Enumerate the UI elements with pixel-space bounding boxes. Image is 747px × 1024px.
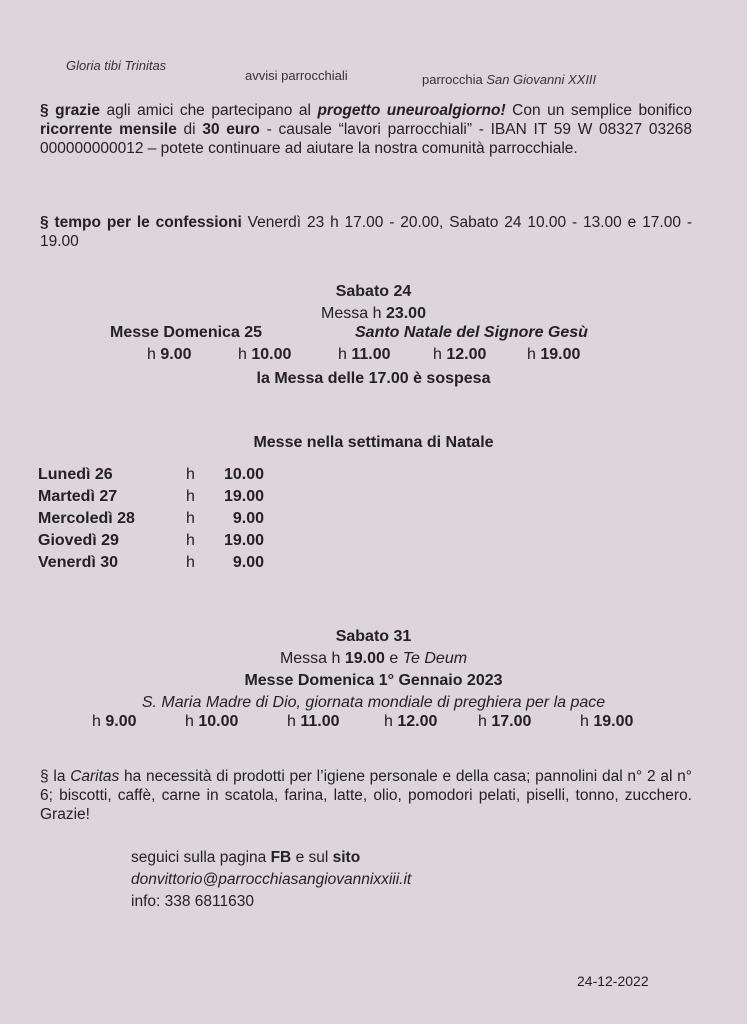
christmas-eve-mass-time: 23.00 [385, 305, 426, 322]
christmas-eve-mass-label: Messa h [321, 305, 386, 322]
contact-fb: FB [270, 849, 292, 866]
christmas-time-2-value: 10.00 [251, 346, 292, 363]
newyear-time-3 [287, 713, 340, 731]
header-parish-prefix: parrocchia [422, 72, 487, 87]
newyear-mass [0, 648, 747, 670]
header-parish [422, 72, 596, 87]
week-h: h [186, 554, 195, 571]
week-h: h [186, 488, 195, 505]
newyear-time-1 [92, 713, 137, 731]
newyear-feast: S. Maria Madre di Dio, giornata mondiale di preghiera per la pace [141, 694, 606, 711]
newyear-time-2-h: h [185, 713, 194, 730]
notice-confessions-lead: § tempo per le confessioni [40, 214, 242, 231]
christmas-eve-mass [0, 303, 747, 325]
christmas-time-4 [433, 346, 486, 364]
notice-donation-recurrent: ricorrente mensile [40, 121, 177, 138]
newyear-time-5-h: h [478, 713, 487, 730]
christmas-time-3-value: 11.00 [351, 346, 391, 363]
contact-email: donvittorio@parrocchiasangiovannixxiii.it [131, 871, 412, 888]
notice-donation-text4: - causale “lavori parrocchiali” - IBAN IT 59 W 08327 03268 000000000012 – potete continuare ad aiutare la nostra comunità parrocchiale. [40, 121, 692, 157]
week-h: h [186, 510, 195, 527]
notice-donation-amount: 30 euro [202, 121, 260, 138]
notice-donation [40, 101, 692, 158]
newyear-time-4-h: h [384, 713, 393, 730]
notice-donation-lead: § grazie [40, 102, 100, 119]
week-day: Giovedì 29 [38, 532, 119, 549]
christmas-sunday-label: Messe Domenica 25 [110, 324, 263, 341]
week-time: 10.00 [223, 466, 264, 483]
contact-site: sito [332, 849, 361, 866]
newyear-mass-time: 19.00 [344, 650, 385, 667]
christmas-sunday-title: Santo Natale del Signore Gesù [355, 324, 588, 341]
project-name: progetto uneuroalgiorno! [317, 102, 506, 119]
newyear-time-4-value: 12.00 [397, 713, 438, 730]
newyear-time-1-value: 9.00 [105, 713, 137, 730]
week-day: Mercoledì 28 [38, 510, 135, 527]
week-day: Venerdì 30 [38, 554, 119, 571]
christmas-time-1-value: 9.00 [160, 346, 192, 363]
christmas-note: la Messa delle 17.00 è sospesa [256, 370, 491, 387]
newyear-time-4 [384, 713, 437, 731]
week-h: h [186, 466, 195, 483]
notice-caritas [40, 767, 692, 824]
header-title: avvisi parrocchiali [245, 68, 348, 83]
contact-block [131, 847, 411, 913]
week-h: h [186, 532, 195, 549]
christmas-time-2-h: h [238, 346, 247, 363]
week-time: 19.00 [223, 532, 264, 549]
notice-donation-text3: di [176, 121, 203, 138]
christmas-time-3 [338, 346, 391, 364]
notice-caritas-text: ha necessità di prodotti per l’igiene personale e della casa; pannolini dal n° 2 al n° 6; biscotti, caffè, carne in scatola, farina, latte, olio, pomodori pelati, piselli, tonno, zucchero. Grazie! [40, 768, 692, 823]
christmas-time-2 [238, 346, 291, 364]
christmas-time-4-h: h [433, 346, 442, 363]
christmas-time-1-h: h [147, 346, 156, 363]
newyear-time-6-value: 19.00 [593, 713, 634, 730]
christmas-time-1 [147, 346, 192, 364]
newyear-time-3-h: h [287, 713, 296, 730]
christmas-saturday: Sabato 24 [335, 283, 412, 300]
contact-and: e sul [291, 849, 333, 866]
header-parish-name: San Giovanni XXIII [486, 72, 597, 87]
issue-date: 24-12-2022 [577, 973, 649, 989]
week-title: Messe nella settimana di Natale [253, 434, 494, 451]
week-time: 9.00 [232, 554, 264, 571]
christmas-time-4-value: 12.00 [446, 346, 487, 363]
newyear-time-3-value: 11.00 [300, 713, 340, 730]
week-time: 19.00 [223, 488, 264, 505]
newyear-time-6-h: h [580, 713, 589, 730]
newyear-saturday: Sabato 31 [335, 628, 412, 645]
newyear-time-2-value: 10.00 [198, 713, 239, 730]
newyear-mass-and: e [384, 650, 403, 667]
header-motto: Gloria tibi Trinitas [66, 58, 167, 73]
christmas-time-5-h: h [527, 346, 536, 363]
newyear-sunday: Messe Domenica 1° Gennaio 2023 [244, 672, 503, 689]
christmas-time-5-value: 19.00 [540, 346, 581, 363]
christmas-time-3-h: h [338, 346, 347, 363]
week-time: 9.00 [232, 510, 264, 527]
notice-caritas-name: Caritas [70, 768, 120, 785]
notice-donation-text1: agli amici che partecipano al [99, 102, 318, 119]
notice-confessions-text: Venerdì 23 h 17.00 - 20.00, Sabato 24 10.00 - 13.00 e 17.00 - 19.00 [40, 214, 692, 250]
newyear-time-1-h: h [92, 713, 101, 730]
newyear-time-5-value: 17.00 [491, 713, 532, 730]
newyear-time-5 [478, 713, 531, 731]
week-day: Lunedì 26 [38, 466, 113, 483]
week-day: Martedì 27 [38, 488, 118, 505]
notice-confessions [40, 213, 692, 251]
newyear-time-6 [580, 713, 633, 731]
newyear-mass-label: Messa h [279, 650, 345, 667]
contact-info: info: 338 6811630 [131, 893, 254, 910]
newyear-time-2 [185, 713, 238, 731]
notice-donation-text2: Con un semplice bonifico [505, 102, 692, 119]
christmas-time-5 [527, 346, 580, 364]
contact-follow [131, 847, 411, 869]
contact-follow-text: seguici sulla pagina [131, 849, 271, 866]
notice-caritas-lead: § la [40, 768, 71, 785]
newyear-te-deum: Te Deum [402, 650, 468, 667]
